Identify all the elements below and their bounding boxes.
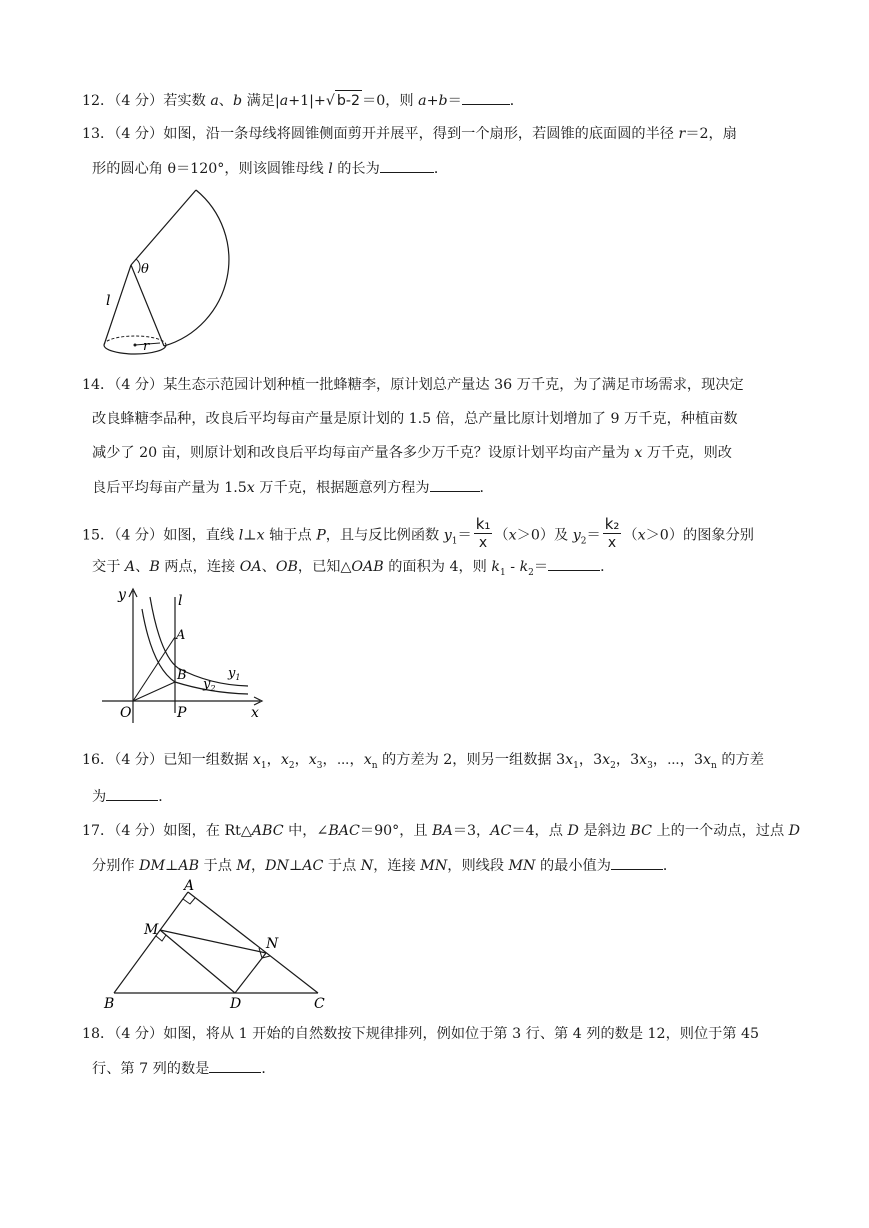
right-angle-mark-A — [183, 898, 195, 904]
segment-DM — [160, 930, 235, 993]
answer-blank — [462, 90, 510, 105]
question-13-line-1: 13．（4 分）如图，沿一条母线将圆锥侧面剪开并展平，得到一个扇形，若圆锥的底面圆的半径 r＝2，扇 — [82, 126, 737, 142]
answer-blank — [548, 556, 600, 571]
sqrt-expression: b-2 — [335, 90, 362, 111]
fraction-k1-over-x: $\frac{\text{k₁}}{x}$ — [475, 515, 491, 551]
answer-blank — [430, 477, 480, 492]
origin-label-O: O — [120, 705, 132, 721]
question-18-line-2: 行、第 7 列的数是 ． — [92, 1058, 276, 1079]
point-label-N: N — [266, 936, 279, 952]
curve-label-y1: $y_1$ — [228, 666, 241, 682]
side-AC — [188, 892, 318, 993]
theta-label: θ — [141, 262, 149, 277]
segment-DN — [235, 953, 266, 993]
point-label-M: M — [144, 922, 159, 938]
slant-label-l: l — [106, 293, 111, 309]
question-16-line-1: 16．（4 分）已知一组数据 $x_1$，$x_2$，$x_3$，⋯，$x_n$ 的方差为 2，则另一组数据 $3x_1$，$3x_2$，$3x_3$，⋯，$3x_n$ 的方差 — [82, 752, 764, 771]
radius-label-r: r — [143, 339, 150, 354]
question-14-line-3: 减少了 20 亩，则原计划和改良后平均每亩产量各多少万千克？设原计划平均亩产量为 x 万千克，则改 — [92, 445, 732, 461]
question-17-line-2: 分别作 DM⊥AB 于点 M，DN⊥AC 于点 N，连接 MN，则线段 MN 的最小值为 ． — [92, 855, 677, 876]
side-BA — [114, 892, 188, 993]
answer-blank — [380, 158, 434, 173]
line-label-l: l — [178, 593, 183, 609]
axis-label-y: y — [118, 587, 126, 603]
fraction-k2-over-x: $\frac{\text{k₂}}{x}$ — [604, 515, 620, 551]
answer-blank — [106, 786, 158, 801]
question-15-line-2: 交于 A、B 两点，连接 OA、OB，已知△OAB 的面积为 4，则 $k_1 - k_2=$ ． — [92, 556, 614, 583]
question-16-line-2: 为 ． — [92, 786, 172, 807]
axis-label-x: x — [251, 705, 259, 721]
question-14-line-1: 14．（4 分）某生态示范园计划种植一批蜂糖李，原计划总产量达 36 万千克，为了满足市场需求，现决定 — [82, 377, 744, 393]
question-13-line-2: 形的圆心角 θ＝120°，则该圆锥母线 l 的长为 ． — [92, 158, 448, 179]
sector-radius-top — [131, 190, 196, 265]
answer-blank — [611, 855, 663, 870]
question-14-line-2: 改良蜂糖李品种，改良后平均每亩产量是原计划的 1.5 倍，总产量比原计划增加了 9 万千克，种植亩数 — [92, 411, 738, 427]
question-14-line-4: 良后平均每亩产量为 1.5x 万千克，根据题意列方程为 ． — [92, 477, 494, 498]
answer-blank — [209, 1058, 261, 1073]
question-15-line-1: 15．（4 分）如图，直线 l⊥x 轴于点 P，且与反比例函数 $y_1=$ $\frac{\text{k₁}}{x}$ （x＞0）及 $y_2=$ $\frac{\text{k₂}}{x}$ （x＞0）的图象分别 — [82, 515, 754, 551]
segment-MN — [160, 930, 266, 953]
point-label-C: C — [314, 996, 325, 1012]
point-label-D: D — [230, 996, 242, 1012]
point-label-A: A — [184, 878, 195, 894]
base-center-dot — [134, 344, 137, 347]
sector-radius-bottom — [131, 265, 164, 346]
point-label-A: A — [176, 628, 186, 643]
question-12: 12．（4 分）若实数 a、b 满足|a+1|+√ b-2 ＝0，则 a+b＝ ． — [82, 90, 524, 111]
curve-label-y2: $y_2$ — [203, 677, 216, 693]
point-label-P: P — [177, 705, 187, 721]
question-17-line-1: 17．（4 分）如图，在 Rt△ABC 中，∠BAC＝90°，且 BA＝3，AC＝4，点 D 是斜边 BC 上的一个动点，过点 D — [82, 823, 801, 839]
theta-angle-arc — [136, 259, 140, 273]
question-18-line-1: 18．（4 分）如图，将从 1 开始的自然数按下规律排列，例如位于第 3 行、第 4 列的数是 12，则位于第 45 — [82, 1026, 760, 1042]
sector-arc — [164, 190, 229, 346]
right-triangle-figure — [100, 880, 340, 1010]
inverse-proportion-figure — [100, 585, 270, 725]
cone-sector-figure — [98, 185, 238, 360]
point-label-B: B — [177, 668, 187, 683]
point-label-B: B — [104, 996, 115, 1012]
curve-y2 — [142, 609, 248, 694]
